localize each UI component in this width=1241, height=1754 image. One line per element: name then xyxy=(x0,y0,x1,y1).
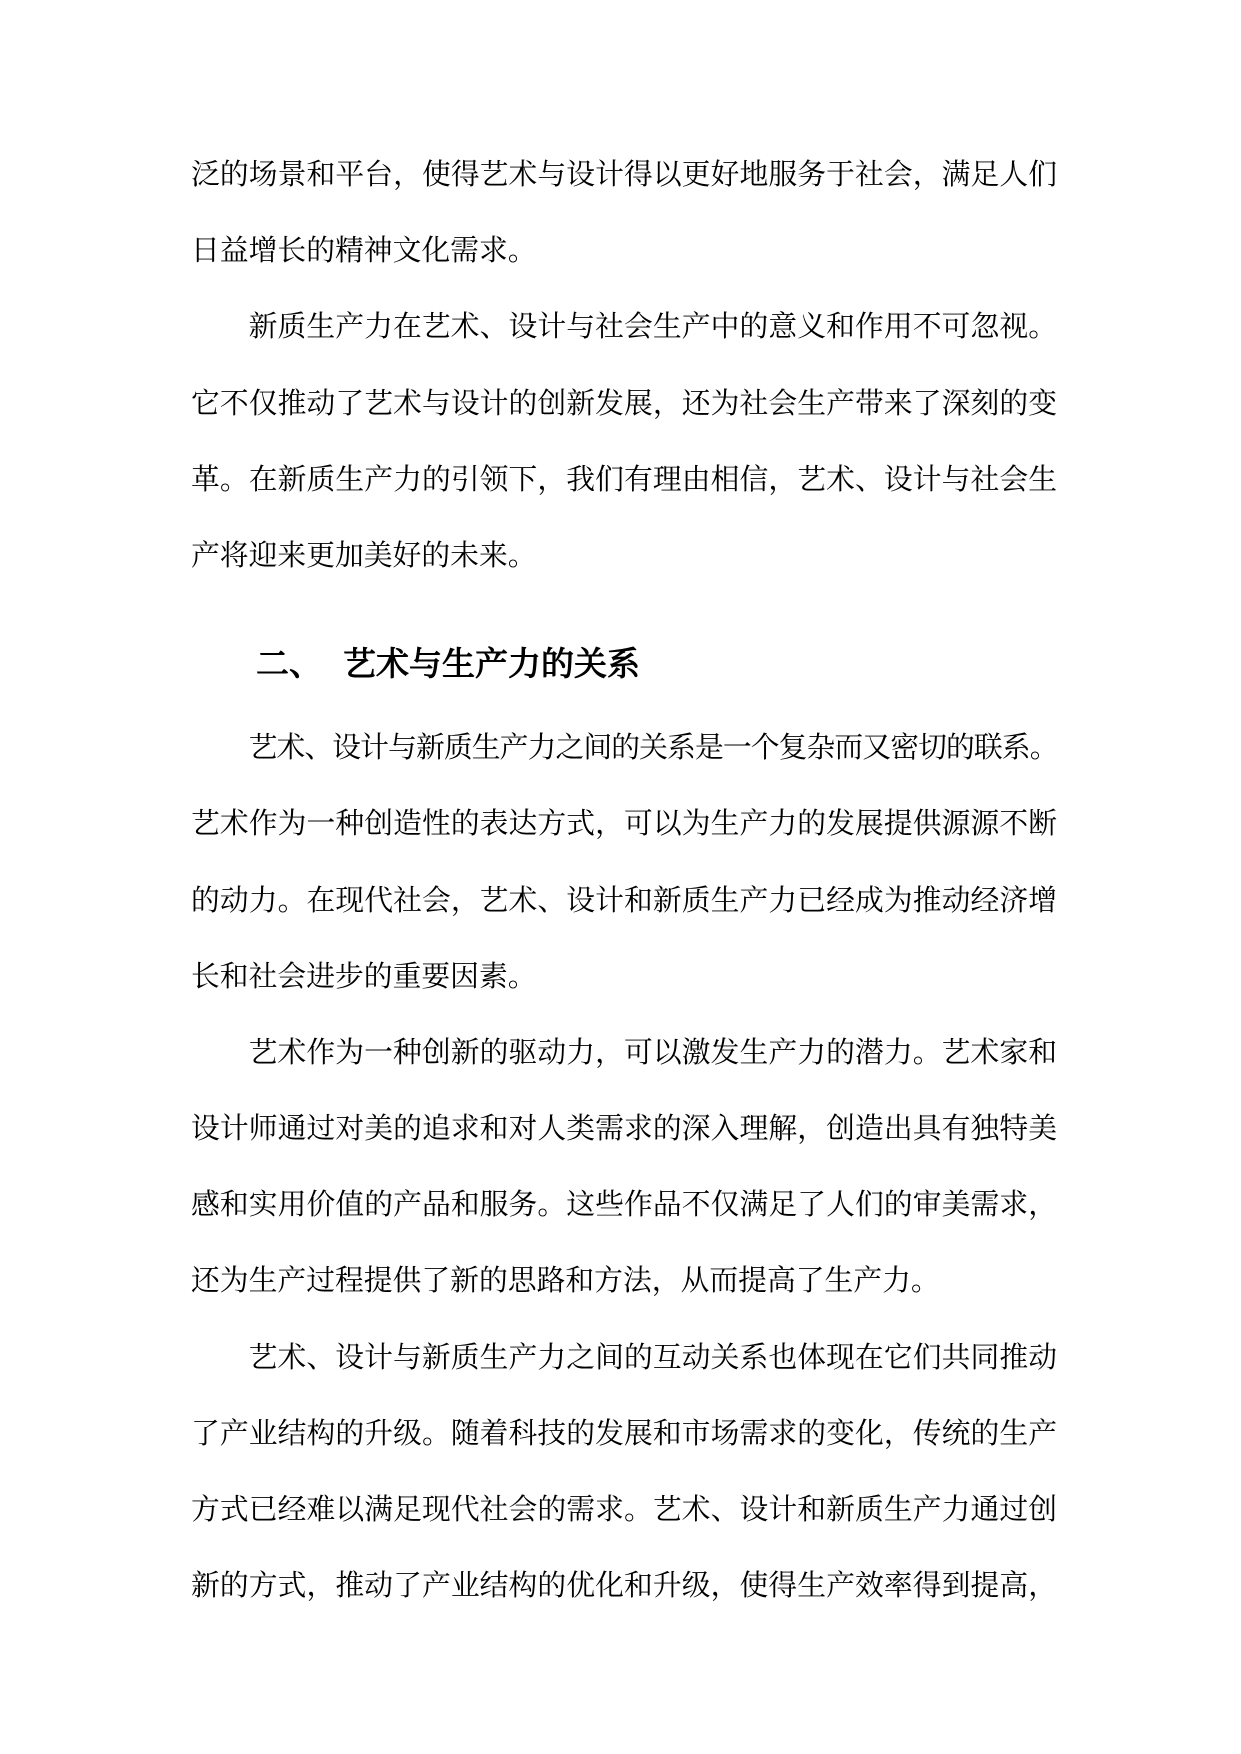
text-line: 日益增长的精神文化需求。 xyxy=(191,233,537,268)
text-line: 长和社会进步的重要因素。 xyxy=(191,958,537,993)
section-number: 二、 xyxy=(256,644,322,684)
paragraph-1 xyxy=(191,136,1057,288)
section-heading xyxy=(191,626,1057,702)
text-line: 设计师通过对美的追求和对人类需求的深入理解，创造出具有独特美 xyxy=(191,1111,1057,1146)
paragraph-4 xyxy=(191,1014,1057,1319)
text-line: 艺术作为一种创造性的表达方式，可以为生产力的发展提供源源不断 xyxy=(191,806,1057,841)
text-line: 的动力。在现代社会，艺术、设计和新质生产力已经成为推动经济增 xyxy=(191,882,1057,917)
section-title: 艺术与生产力的关系 xyxy=(343,644,640,684)
text-line: 新的方式，推动了产业结构的优化和升级，使得生产效率得到提高， xyxy=(191,1568,1057,1603)
paragraph-3 xyxy=(191,709,1057,1014)
text-line: 了产业结构的升级。随着科技的发展和市场需求的变化，传统的生产 xyxy=(191,1415,1057,1450)
paragraph-2 xyxy=(191,288,1057,593)
text-line: 艺术、设计与新质生产力之间的互动关系也体现在它们共同推动 xyxy=(248,1339,1057,1374)
text-line: 艺术作为一种创新的驱动力，可以激发生产力的潜力。艺术家和 xyxy=(248,1034,1057,1069)
text-line: 还为生产过程提供了新的思路和方法，从而提高了生产力。 xyxy=(191,1263,940,1298)
text-line: 艺术、设计与新质生产力之间的关系是一个复杂而又密切的联系。 xyxy=(248,730,1058,765)
text-line: 感和实用价值的产品和服务。这些作品不仅满足了人们的审美需求， xyxy=(191,1187,1057,1222)
text-line: 革。在新质生产力的引领下，我们有理由相信，艺术、设计与社会生 xyxy=(191,461,1057,496)
text-line: 产将迎来更加美好的未来。 xyxy=(191,537,537,572)
text-line: 泛的场景和平台，使得艺术与设计得以更好地服务于社会，满足人们 xyxy=(191,157,1057,191)
paragraph-5 xyxy=(191,1319,1057,1624)
text-line: 它不仅推动了艺术与设计的创新发展，还为社会生产带来了深刻的变 xyxy=(191,385,1057,420)
text-line: 新质生产力在艺术、设计与社会生产中的意义和作用不可忽视。 xyxy=(248,309,1057,344)
text-line: 方式已经难以满足现代社会的需求。艺术、设计和新质生产力通过创 xyxy=(191,1492,1057,1526)
document-body xyxy=(191,136,1057,1623)
